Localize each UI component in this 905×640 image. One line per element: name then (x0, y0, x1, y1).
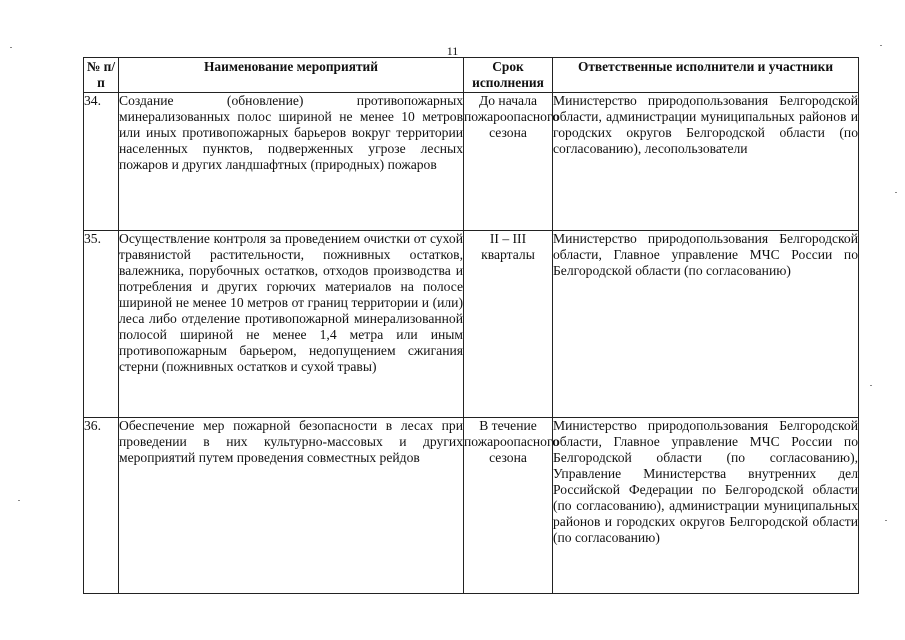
row-num: 35. (84, 231, 119, 418)
header-name: Наименование мероприятий (119, 58, 464, 93)
table-row (84, 93, 859, 231)
header-num: № п/п (84, 58, 119, 93)
scan-speck (885, 520, 887, 521)
row-num: 34. (84, 93, 119, 231)
row-term: До начала пожароопасного сезона (464, 93, 553, 231)
table-row (84, 418, 859, 594)
measures-table (83, 57, 859, 594)
scan-speck (870, 385, 872, 386)
row-name: Осуществление контроля за проведением очистки от сухой травянистой растительности, пожнивных остатков, валежника, порубочных остатков, отходов производства и потребления и других горючих материалов на полосе шириной не менее 10 метров от границ территории и (или) леса либо отделение противопожарной минерализованной полосой шириной не менее 1,4 метра или иным противопожарным барьером, недопущением сжигания стерни (пожнивных остатков и сухой травы) (119, 231, 464, 418)
table-row (84, 231, 859, 418)
row-term: В течение пожароопасного сезона (464, 418, 553, 594)
scan-speck (895, 192, 897, 193)
row-responsible: Министерство природопользования Белгородской области, Главное управление МЧС России по Белгородской области (по согласованию), Управление Министерства внутренних дел Российской Федерации по Белгородской области (по согласованию), администрации муниципальных районов и городских округов Белгородской области (по согласованию) (553, 418, 859, 594)
scan-speck (10, 47, 12, 48)
row-term: II – III кварталы (464, 231, 553, 418)
scan-speck (18, 500, 20, 501)
row-name: Обеспечение мер пожарной безопасности в лесах при проведении в них культурно-массовых и других мероприятий путем проведения совместных рейдов (119, 418, 464, 594)
row-num: 36. (84, 418, 119, 594)
table-header-row (84, 58, 859, 93)
header-term: Срок исполнения (464, 58, 553, 93)
row-name: Создание (обновление) противопожарных минерализованных полос шириной не менее 10 метров или иных противопожарных барьеров вокруг территории населенных пунктов, подверженных угрозе лесных пожаров и других ландшафтных (природных) пожаров (119, 93, 464, 231)
row-responsible: Министерство природопользования Белгородской области, Главное управление МЧС России по Белгородской области (по согласованию) (553, 231, 859, 418)
header-responsible: Ответственные исполнители и участники (553, 58, 859, 93)
row-responsible: Министерство природопользования Белгородской области, администрации муниципальных районов и городских округов Белгородской области (по согласованию), лесопользователи (553, 93, 859, 231)
scan-speck (880, 45, 882, 46)
page-number: 11 (446, 44, 459, 58)
